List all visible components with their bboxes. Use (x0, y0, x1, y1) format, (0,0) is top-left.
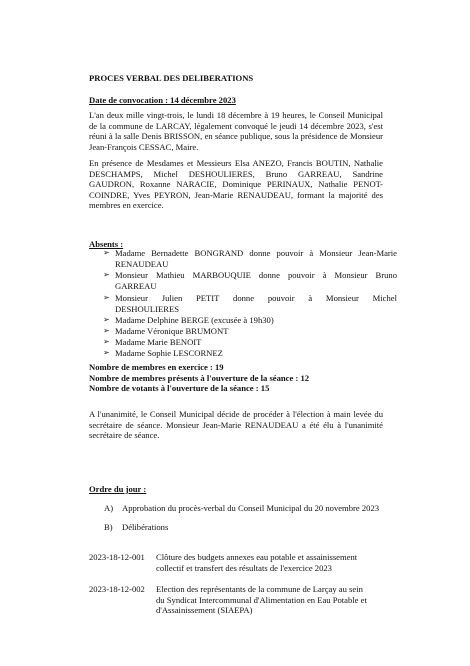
deliberation-line: Clôture des budgets annexes eau potable et assainissement (156, 552, 358, 562)
count-line: Nombre de votants à l'ouverture de la séance : 15 (89, 383, 270, 394)
arrow-bullet-icon: ➢ (103, 348, 110, 357)
member-counts (89, 362, 309, 394)
absent-line: Madame Bernadette BONGRAND donne pouvoir à Monsieur Jean-Marie (115, 248, 397, 258)
intro-line: réuni à la salle Denis BRISSON, en séance publique, sous la présidence de Monsieur (89, 131, 383, 142)
absent-line: Madame Véronique BRUMONT (115, 326, 229, 336)
absent-line: GARREAU (115, 280, 157, 291)
deliberation-line: collectif et transfert des résultats de l'exercice 2023 (156, 562, 332, 573)
absent-line: RENAUDEAU (115, 258, 169, 269)
secretary-paragraph (89, 409, 383, 441)
deliberation-line: Election des représentants de la commune de Larçay au sein (156, 584, 363, 594)
presence-line: DESCHAMPS, Michel DESHOULIERES, Bruno GARREAU, Sandrine (89, 168, 383, 179)
arrow-bullet-icon: ➢ (103, 270, 110, 279)
convocation-date: Date de convocation : 14 décembre 2023 (89, 95, 236, 105)
arrow-bullet-icon: ➢ (103, 315, 110, 324)
presence-line: GAUDRON, Roxanne NARACIE, Dominique PERINAUX, Nathalie PENOT- (89, 179, 383, 190)
absents-label: Absents : (89, 239, 124, 249)
arrow-bullet-icon: ➢ (103, 326, 110, 335)
agenda-item-marker: A) (104, 503, 114, 513)
secretary-line: secrétaire de séance. Monsieur Jean-Marie RENAUDEAU a été élu à l'unanimité (89, 419, 383, 430)
absent-line: Monsieur Julien PETIT donne pouvoir à Monsieur Michel (115, 293, 397, 303)
document-heading: PROCES VERBAL DES DELIBERATIONS (89, 73, 254, 83)
agenda-item-text: Approbation du procès-verbal du Conseil Municipal du 20 novembre 2023 (122, 503, 380, 513)
count-line: Nombre de membres présents à l'ouverture de la séance : 12 (89, 372, 310, 383)
arrow-bullet-icon: ➢ (103, 293, 110, 302)
absent-line: Monsieur Mathieu MARBOUQUIE donne pouvoir à Monsieur Bruno (115, 270, 397, 280)
agenda-label: Ordre du jour : (89, 484, 147, 494)
secretary-line: A l'unanimité, le Conseil Municipal décide de procéder à l'élection à main levée du (89, 409, 383, 419)
absent-line: DESHOULIERES (115, 303, 179, 314)
deliberation-number: 2023-18-12-001 (89, 552, 145, 562)
intro-line: L'an deux mille vingt-trois, le lundi 18 décembre à 19 heures, le Conseil Municipal (89, 110, 383, 120)
agenda-item-text: Délibérations (122, 522, 169, 532)
presence-paragraph (89, 158, 383, 211)
deliberation-title (156, 552, 357, 573)
arrow-bullet-icon: ➢ (103, 337, 110, 346)
intro-paragraph (89, 110, 383, 152)
deliberation-line: du Syndicat Intercommunal d'Alimentation en Eau Potable et (156, 594, 367, 605)
deliberation-number: 2023-18-12-002 (89, 584, 145, 594)
absent-line: Madame Delphine BERGE (excusée à 19h30) (115, 315, 274, 325)
presence-line: COINDRE, Yves PEYRON, Jean-Marie RENAUDEAU, formant la majorité des (89, 189, 383, 200)
absent-line: Madame Marie BENOIT (115, 337, 202, 347)
count-line: Nombre de membres en exercice : 19 (89, 362, 224, 372)
agenda-item-marker: B) (104, 522, 113, 532)
intro-line: Jean-François CESSAC, Maire. (89, 141, 199, 152)
deliberation-line: d'Assainissement (SIAEPA) (156, 605, 253, 616)
presence-line: En présence de Mesdames et Messieurs Elsa ANEZO, Francis BOUTIN, Nathalie (89, 158, 383, 168)
arrow-bullet-icon: ➢ (103, 248, 110, 257)
deliberation-title (156, 584, 367, 616)
absent-line: Madame Sophie LESCORNEZ (115, 348, 223, 358)
presence-line: membres en exercice. (89, 200, 164, 211)
intro-line: de la commune de LARCAY, légalement convoqué le jeudi 14 décembre 2023, s'est (89, 120, 383, 131)
secretary-line: secrétaire de séance. (89, 430, 160, 441)
